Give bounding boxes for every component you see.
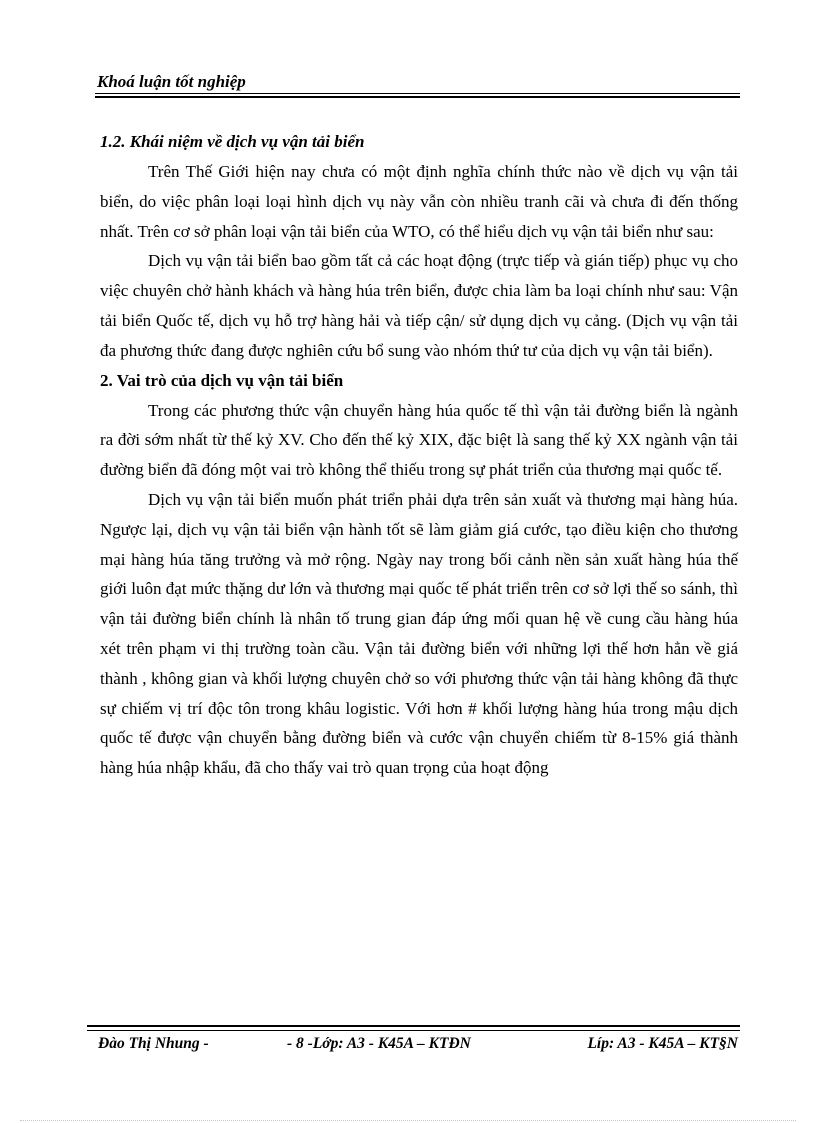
header-divider-thin — [95, 93, 740, 94]
paragraph: Trên Thế Giới hiện nay chưa có một định nghĩa chính thức nào về dịch vụ vận tải biển, do việc phân loại loại hình dịch vụ này vẫn còn nhiều tranh cãi và chưa đi đến thống nhất. Trên cơ sở phân loại vận tải biển của WTO, có thể hiểu dịch vụ vận tải biển như sau: — [100, 162, 738, 241]
footer-divider-thick — [87, 1025, 740, 1027]
footer-class-right: Líp: A3 - K45A – KT§N — [587, 1035, 738, 1052]
footer-page-class: - 8 -Lớp: A3 - K45A – KTĐN — [287, 1035, 471, 1052]
paragraph: Dịch vụ vận tải biển muốn phát triển phải dựa trên sản xuất và thương mại hàng húa. Ngược lại, dịch vụ vận tải biển vận hành tốt sẽ làm giảm giá cước, tạo điều kiện cho thương mại hàng húa tăng trưởng và mở rộng. Ngày nay trong bối cảnh nền sản xuất hàng húa thế giới luôn đạt mức thặng dư lớn và thương mại quốc tế phát triển trên cơ sở lợi thế so sánh, thì vận tải đường biển chính là nhân tố trung gian đáp ứng mối quan hệ về cung cầu hàng húa xét trên phạm vi thị trường toàn cầu. Vận tải đường biển với những lợi thế hơn hẳn về giá thành , không gian và khối lượng chuyên chở so với phương thức vận tải hàng không đã thực sự chiếm vị trí độc tôn trong khâu logistic. Với hơn # khối lượng hàng húa trong mậu dịch quốc tế được vận chuyển bằng đường biển và cước vận chuyển chiếm từ 8-15% giá thành hàng húa nhập khẩu, đã cho thấy vai trò quan trọng của hoạt động — [100, 489, 738, 778]
section-heading-2: 2. Vai trò của dịch vụ vận tải biển — [100, 370, 344, 390]
footer-divider-thin — [87, 1030, 740, 1031]
section-heading-1-2: 1.2. Khái niệm về dịch vụ vận tải biển — [100, 132, 365, 151]
body-content — [100, 127, 738, 783]
paragraph: Dịch vụ vận tải biển bao gồm tất cả các hoạt động (trực tiếp và gián tiếp) phục vụ cho việc chuyên chở hành khách và hàng húa trên biển, được chia làm ba loại chính như sau: Vận tải biển Quốc tế, dịch vụ hỗ trợ hàng hải và tiếp cận/ sử dụng dịch vụ cảng. (Dịch vụ vận tải đa phương thức đang được nghiên cứu bổ sung vào nhóm thứ tư của dịch vụ vận tải biển). — [100, 251, 738, 360]
page-bottom-edge — [20, 1120, 796, 1121]
header-divider-thick — [95, 96, 740, 98]
header-title: Khoá luận tốt nghiệp — [97, 72, 246, 91]
footer-author: Đào Thị Nhung - — [98, 1035, 209, 1052]
paragraph: Trong các phương thức vận chuyển hàng húa quốc tế thì vận tải đường biển là ngành ra đời sớm nhất từ thế kỷ XV. Cho đến thế kỷ XIX, đặc biệt là sang thế kỷ XX ngành vận tải đường biển đã đóng một vai trò không thể thiếu trong sự phát triển của thương mại quốc tế. — [100, 400, 738, 480]
